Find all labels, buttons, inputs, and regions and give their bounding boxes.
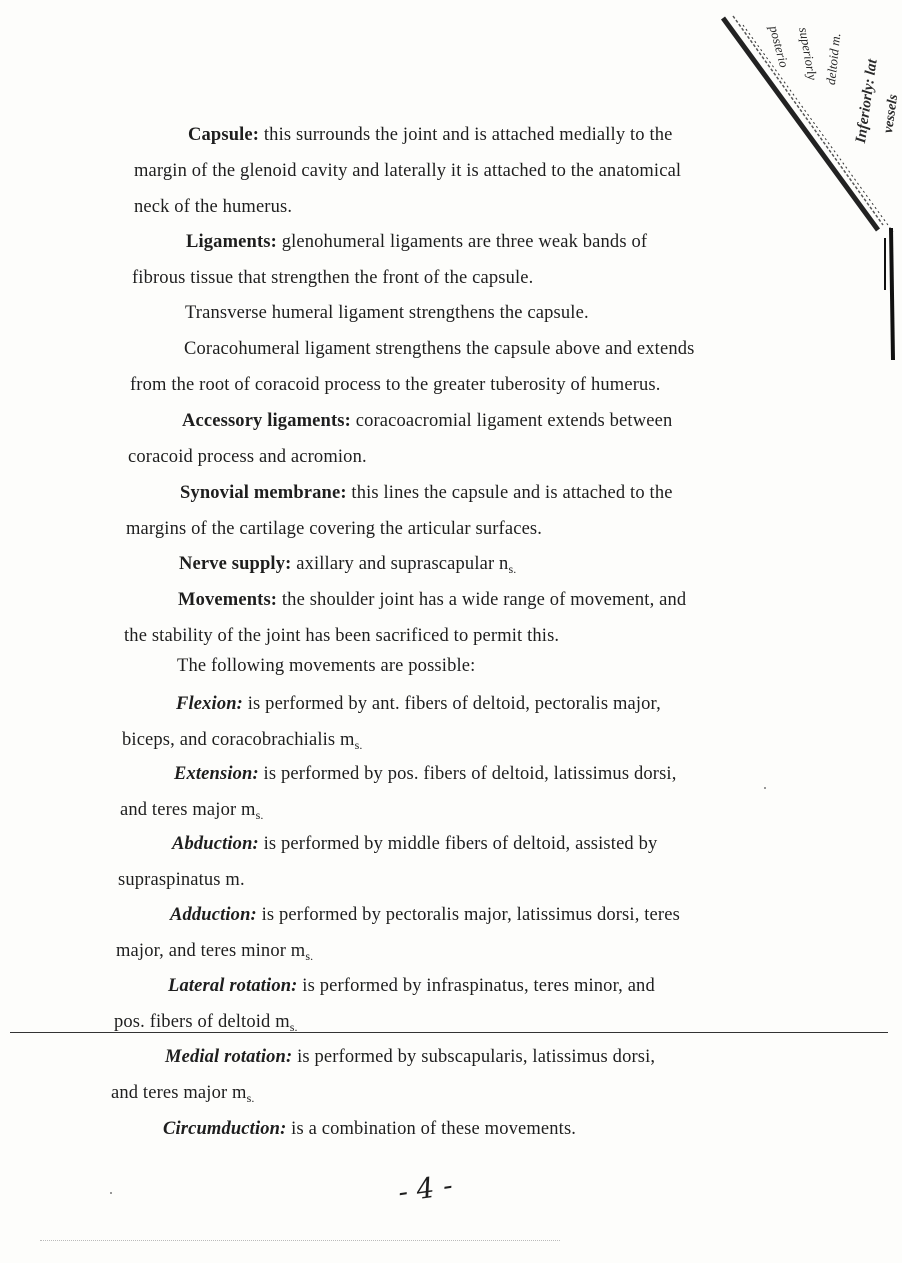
page-number: - 4 - (395, 1168, 455, 1209)
label-ligaments: Ligaments: (186, 232, 277, 252)
text-coracohumeral-line2: from the root of coracoid process to the greater tuberosity of humerus. (130, 375, 661, 395)
subscript-lateral-rotation: s. (289, 1020, 298, 1034)
text-abduction-line2: supraspinatus m. (118, 870, 245, 890)
text-following: The following movements are possible: (177, 656, 476, 676)
paragraph-extension (120, 756, 760, 833)
text-synovial-line2: margins of the cartilage covering the articular surfaces. (126, 519, 543, 539)
corner-text-1: posterio (766, 24, 793, 70)
text-lateral-rotation-line2: pos. fibers of deltoid m (114, 1012, 290, 1032)
text-flexion-line2: biceps, and coracobrachialis m (122, 730, 355, 750)
text-extension-line2: and teres major m (120, 800, 256, 820)
paragraph-movements (124, 582, 764, 654)
corner-text-2: superiorly (796, 26, 821, 82)
label-extension: Extension: (174, 764, 259, 784)
paragraph-medial-rotation (111, 1039, 751, 1116)
scan-artifact-dots (40, 1240, 560, 1241)
paragraph-capsule (134, 117, 774, 225)
paragraph-following (123, 648, 763, 684)
text-capsule-line3: neck of the humerus. (134, 197, 293, 217)
text-adduction: is performed by pectoralis major, latissimus dorsi, teres (256, 905, 680, 925)
label-lateral-rotation: Lateral rotation: (168, 976, 298, 996)
subscript-adduction: s. (305, 949, 314, 963)
label-nerve-supply: Nerve supply: (179, 554, 292, 574)
text-nerve-supply: axillary and suprascapular n (291, 554, 509, 574)
paragraph-circumduction (109, 1111, 749, 1147)
subscript-flexion: s. (354, 738, 363, 752)
horizontal-rule (10, 1032, 888, 1033)
label-capsule: Capsule: (188, 125, 260, 145)
label-movements: Movements: (178, 590, 278, 610)
paragraph-accessory (128, 403, 768, 475)
text-circumduction: is a combination of these movements. (286, 1119, 577, 1139)
label-synovial: Synovial membrane: (180, 483, 347, 503)
label-accessory: Accessory ligaments: (182, 411, 351, 431)
text-medial-rotation: is performed by subscapularis, latissimus dorsi, (292, 1047, 656, 1067)
text-medial-rotation-line2: and teres major m (111, 1083, 247, 1103)
label-abduction: Abduction: (172, 834, 259, 854)
text-capsule-line2: margin of the glenoid cavity and laterally it is attached to the anatomical (134, 161, 682, 181)
text-abduction: is performed by middle fibers of deltoid, assisted by (258, 834, 658, 854)
text-transverse: Transverse humeral ligament strengthens the capsule. (185, 303, 589, 323)
paragraph-ligaments (132, 224, 772, 296)
paragraph-coracohumeral (130, 331, 770, 403)
label-adduction: Adduction: (170, 905, 257, 925)
corner-text-4: Inferiorly: lat (853, 58, 881, 145)
text-movements: the shoulder joint has a wide range of movement, and (277, 590, 687, 610)
scan-speck (764, 787, 766, 789)
text-flexion: is performed by ant. fibers of deltoid, pectoralis major, (242, 694, 661, 714)
label-medial-rotation: Medial rotation: (165, 1047, 293, 1067)
text-ligaments: glenohumeral ligaments are three weak bands of (276, 232, 648, 252)
text-capsule: this surrounds the joint and is attached medially to the (259, 125, 673, 145)
paragraph-abduction (118, 826, 758, 898)
text-accessory: coracoacromial ligament extends between (350, 411, 673, 431)
text-accessory-line2: coracoid process and acromion. (128, 447, 367, 467)
paragraph-nerve-supply (125, 546, 765, 587)
text-coracohumeral: Coracohumeral ligament strengthens the capsule above and extends (184, 339, 695, 359)
text-ligaments-line2: fibrous tissue that strengthen the front of the capsule. (132, 268, 534, 288)
paragraph-adduction (116, 897, 756, 974)
corner-text-5: vessels (881, 93, 902, 135)
label-circumduction: Circumduction: (163, 1119, 287, 1139)
subscript-extension: s. (255, 808, 264, 822)
paragraph-flexion (122, 686, 762, 763)
text-synovial: this lines the capsule and is attached to the (346, 483, 673, 503)
subscript-medial-rotation: s. (246, 1091, 255, 1105)
paragraph-synovial (126, 475, 766, 547)
subscript-nerve: s. (508, 562, 517, 576)
scan-speck (110, 1192, 112, 1194)
text-lateral-rotation: is performed by infraspinatus, teres minor, and (297, 976, 655, 996)
text-extension: is performed by pos. fibers of deltoid, latissimus dorsi, (258, 764, 677, 784)
text-movements-line2: the stability of the joint has been sacrificed to permit this. (124, 626, 560, 646)
paragraph-lateral-rotation (114, 968, 754, 1045)
text-adduction-line2: major, and teres minor m (116, 941, 306, 961)
paragraph-transverse (131, 295, 771, 331)
corner-text-3: deltoid m. (823, 32, 844, 86)
label-flexion: Flexion: (176, 694, 243, 714)
